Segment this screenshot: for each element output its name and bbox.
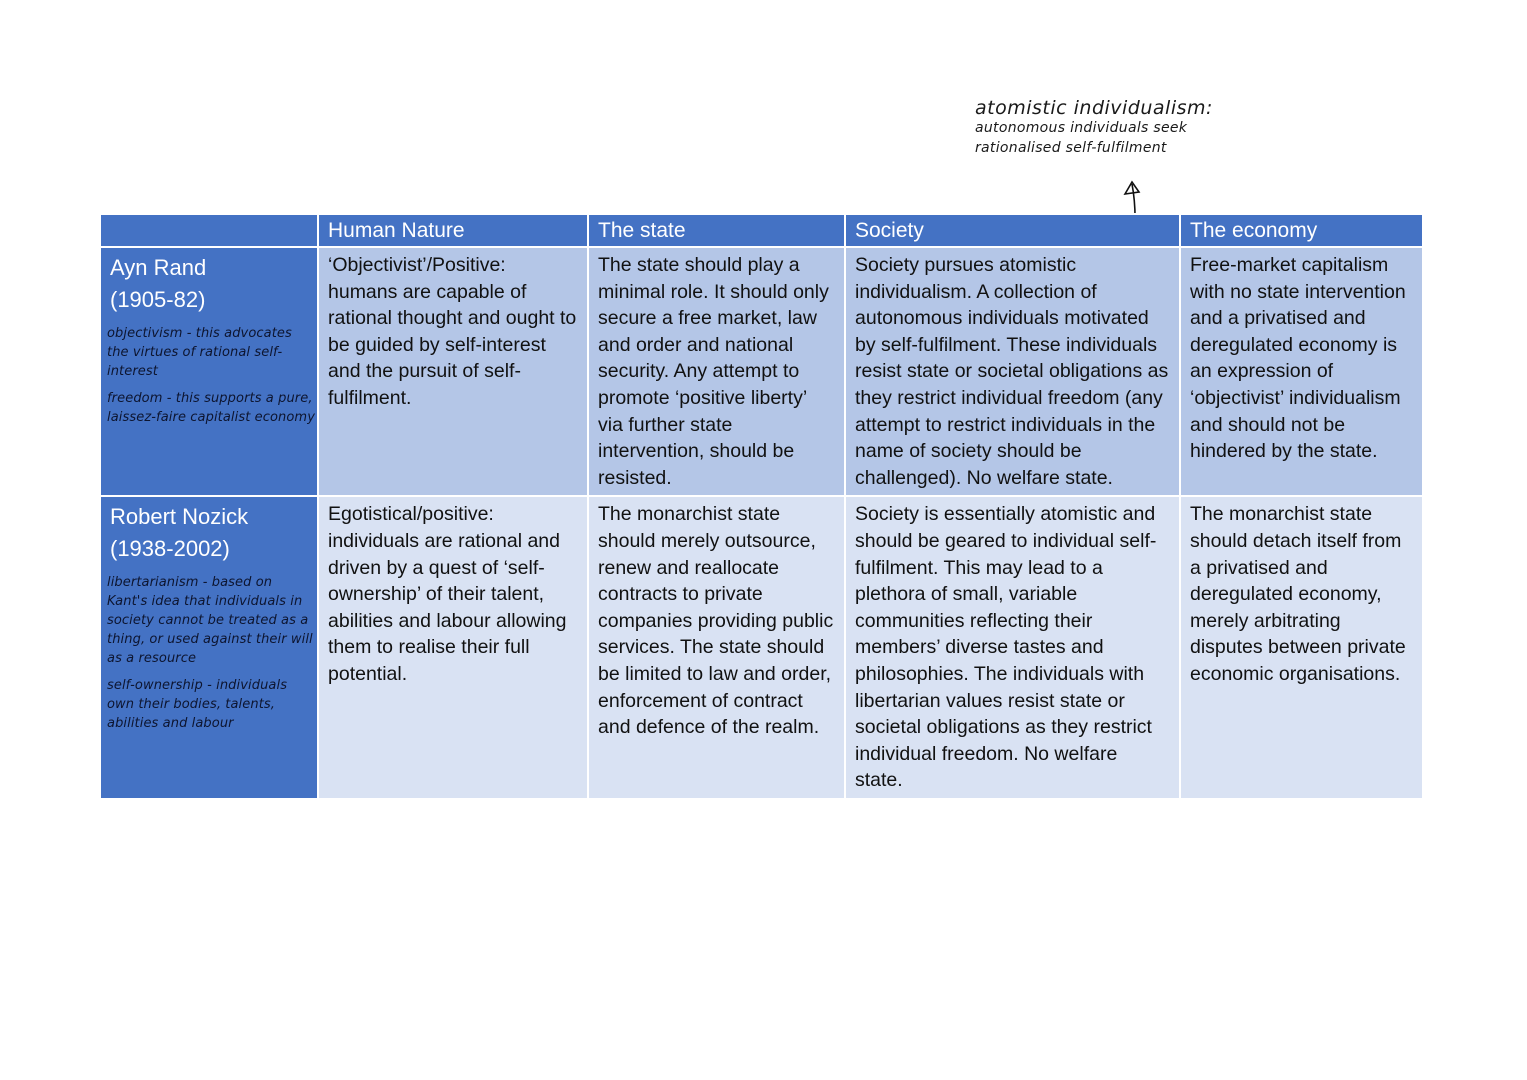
cell-the-economy: Free-market capitalism with no state intervention and a privatised and deregulated economy is an expression of ‘objectivist’ individualism and should not be hindered by the state.	[1180, 247, 1423, 496]
cell-society: Society pursues atomistic individualism. A collection of autonomous individuals motivated by self-fulfilment. These individuals resist state or societal obligations as they restrict individual freedom (any attempt to restrict individuals in the name of society should be challenged). No welfare state.	[845, 247, 1180, 496]
cell-the-economy: The monarchist state should detach itself from a privatised and deregulated economy, merely arbitrating disputes between private economic organisations.	[1180, 496, 1423, 799]
thinker-note: self-ownership - individuals own their bodies, talents, abilities and labour	[107, 678, 288, 732]
cell-the-state: The monarchist state should merely outsource, renew and reallocate contracts to private companies providing public services. The state should be limited to law and order, enforcement of contract and defence of the realm.	[588, 496, 845, 799]
cell-human-nature: Egotistical/positive: individuals are rational and driven by a quest of ‘self-ownership’ of their talent, abilities and labour allowing them to realise their full potential.	[318, 496, 588, 799]
header-society: Society	[845, 214, 1180, 247]
thinker-note: objectivism - this advocates the virtues of rational self-interest	[107, 326, 292, 379]
handwritten-annotation	[975, 98, 1255, 158]
header-human-nature: Human Nature	[318, 214, 588, 247]
table-row	[100, 247, 1423, 496]
header-the-economy: The economy	[1180, 214, 1423, 247]
table-header-row	[100, 214, 1423, 247]
annotation-title: atomistic individualism:	[975, 97, 1213, 119]
annotation-body: autonomous individuals seek rationalised self-fulfilment	[975, 120, 1188, 156]
political-thinkers-table	[99, 213, 1424, 800]
cell-human-nature: ‘Objectivist’/Positive: humans are capable of rational thought and ought to be guided by self-interest and the pursuit of self-fulfilment.	[318, 247, 588, 496]
thinker-name: Robert Nozick	[110, 504, 249, 530]
thinker-cell	[100, 496, 318, 799]
thinker-dates: (1938-2002)	[110, 536, 230, 562]
thinker-note: freedom - this supports a pure, laissez-faire capitalist economy	[107, 391, 315, 425]
table-row	[100, 496, 1423, 799]
header-the-state: The state	[588, 214, 845, 247]
thinker-note: libertarianism - based on Kant's idea that individuals in society cannot be treated as a thing, or used against their will as a resource	[107, 575, 313, 667]
thinker-dates: (1905-82)	[110, 287, 206, 312]
cell-the-state: The state should play a minimal role. It should only secure a free market, law and order and national security. Any attempt to promote ‘positive liberty’ via further state intervention, should be resisted.	[588, 247, 845, 496]
thinker-cell	[100, 247, 318, 496]
cell-society: Society is essentially atomistic and should be geared to individual self-fulfilment. This may lead to a plethora of small, variable communities reflecting their members’ diverse tastes and philosophies. The individuals with libertarian values resist state or societal obligations as they restrict individual freedom. No welfare state.	[845, 496, 1180, 799]
thinker-name: Ayn Rand	[110, 255, 207, 280]
header-blank	[100, 214, 318, 247]
